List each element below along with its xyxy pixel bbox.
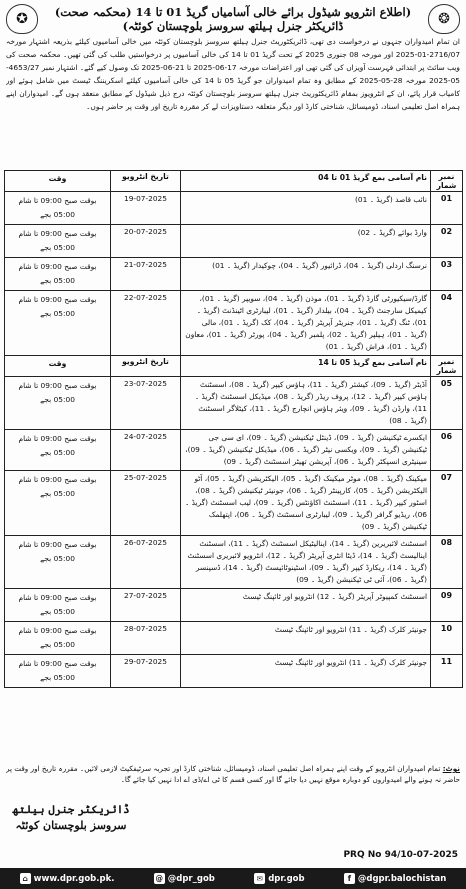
time-start: بوقت صبح 09:00 تا شام [18, 196, 97, 205]
table-row [5, 622, 463, 655]
time-start: بوقت صبح 09:00 تا شام [18, 381, 97, 390]
time-start: بوقت صبح 09:00 تا شام [18, 540, 97, 549]
table-row [5, 589, 463, 622]
row-post: اسسٹنٹ لائبریرین (گریڈ ۔ 14)، اینالیٹیکل اسسٹنٹ (گریڈ ۔ 11)، اسسٹنٹ اینالیسٹ (گریڈ ۔ 14)، ڈیٹا انٹری آپریٹر (گریڈ ۔ 12)، انٹرویو لائبریری اسسٹنٹ (گریڈ ۔ 14)، ریکارڈ کیپر (گریڈ ۔ 09)، اسٹینوٹائپسٹ (گریڈ ۔ 14)، ڈسپنسر (گریڈ ۔ 06)، آئی ٹی ٹیکنیشن (گریڈ ۔ 09) [181, 536, 431, 589]
signature-block [6, 802, 136, 834]
row-time [5, 258, 111, 291]
row-date: 22-07-2025 [111, 291, 181, 356]
page-title: (اطلاع انٹرویو شیڈول برائے خالی آسامیاں گریڈ 01 تا 14 (محکمہ صحت) ڈائریکٹر جنرل ہیلتھ سروسز بلوچستان کوئٹہ) [54, 5, 412, 33]
signature-line-2: سروسز بلوچستان کوئٹہ [15, 819, 127, 832]
table-row [5, 225, 463, 258]
note-paragraph [6, 763, 460, 797]
globe-icon: ⌂ [20, 873, 31, 884]
government-emblem-icon: ✪ [6, 4, 38, 34]
footer-email-text: dpr.gob [268, 873, 305, 884]
mail-icon: ✉ [254, 873, 265, 884]
facebook-icon: f [344, 873, 355, 884]
row-post: جونیئر کلرک (گریڈ ۔ 11) انٹرویو اور ٹائپنگ ٹیسٹ [181, 622, 431, 655]
row-date: 24-07-2025 [111, 430, 181, 471]
prq-number: PRQ No 94/10-07-2025 [343, 850, 458, 860]
time-start: بوقت صبح 09:00 تا شام [18, 659, 97, 668]
time-end: 05:00 بجے [40, 489, 75, 498]
row-serial: 09 [431, 589, 463, 622]
row-serial: 04 [431, 291, 463, 356]
signature-line-1: ڈائریکٹر جنرل ہیلتھ [12, 803, 130, 816]
footer-twitter[interactable] [154, 873, 215, 884]
time-end: 05:00 بجے [40, 640, 75, 649]
row-date: 23-07-2025 [111, 377, 181, 430]
time-start: بوقت صبح 09:00 تا شام [18, 626, 97, 635]
row-post: نرسنگ اردلی (گریڈ ۔ 04)، ڈرائیور (گریڈ ۔ 04)، چوکیدار (گریڈ ۔ 01) [181, 258, 431, 291]
table-header-row [5, 171, 463, 192]
row-date: 20-07-2025 [111, 225, 181, 258]
row-post: نائب قاصد (گریڈ ۔ 01) [181, 192, 431, 225]
row-date: 27-07-2025 [111, 589, 181, 622]
time-end: 05:00 بجے [40, 673, 75, 682]
time-start: بوقت صبح 09:00 تا شام [18, 229, 97, 238]
row-post: آڈیٹر (گریڈ ۔ 09)، کیشئر (گریڈ ۔ 11)، ہاؤس کیپر (گریڈ ۔ 08)، اسسٹنٹ ہاؤس کیپر (گریڈ ۔ 12)، پروف ریڈر (گریڈ ۔ 08)، میڈیکل اسسٹنٹ (گریڈ ۔ 11)، وارڈن (گریڈ ۔ 09)، ویئر ہاؤس انچارج (گریڈ ۔ 11)، کیٹلاگر اسسٹنٹ (گریڈ ۔ 08) [181, 377, 431, 430]
time-end: 05:00 بجے [40, 554, 75, 563]
row-serial: 03 [431, 258, 463, 291]
table-row [5, 471, 463, 536]
time-end: 05:00 بجے [40, 243, 75, 252]
row-time [5, 225, 111, 258]
row-serial: 07 [431, 471, 463, 536]
row-time [5, 471, 111, 536]
department-emblem-icon: ❂ [428, 4, 460, 34]
footer-facebook[interactable] [344, 873, 446, 884]
footer-website[interactable] [20, 873, 115, 884]
time-end: 05:00 بجے [40, 309, 75, 318]
time-start: بوقت صبح 09:00 تا شام [18, 295, 97, 304]
twitter-icon: @ [155, 874, 164, 883]
footer-bar [0, 868, 466, 889]
header-post: نام آسامی بمع گریڈ 01 تا 04 [181, 171, 431, 192]
row-date: 21-07-2025 [111, 258, 181, 291]
table-row [5, 291, 463, 356]
row-time [5, 377, 111, 430]
table-row [5, 430, 463, 471]
row-time [5, 430, 111, 471]
row-date: 28-07-2025 [111, 622, 181, 655]
row-post: جونیئر کلرک (گریڈ ۔ 11) انٹرویو اور ٹائپنگ ٹیسٹ [181, 655, 431, 688]
time-start: بوقت صبح 09:00 تا شام [18, 475, 97, 484]
row-serial: 05 [431, 377, 463, 430]
row-post: وارڈ بوائے (گریڈ ۔ 02) [181, 225, 431, 258]
time-end: 05:00 بجے [40, 276, 75, 285]
row-time [5, 192, 111, 225]
row-serial: 01 [431, 192, 463, 225]
subheader-post: نام آسامی بمع گریڈ 05 تا 14 [181, 356, 431, 377]
row-time [5, 655, 111, 688]
table-row [5, 377, 463, 430]
time-end: 05:00 بجے [40, 607, 75, 616]
row-date: 26-07-2025 [111, 536, 181, 589]
header [6, 4, 460, 34]
footer-facebook-text: @dgpr.balochistan [357, 873, 447, 884]
row-post: میکینک (گریڈ ۔ 08)، موٹر میکینک (گریڈ ۔ 05)، الیکٹریشن (گریڈ ۔ 05)، آٹو الیکٹریشن (گریڈ ۔ 05)، کارپینٹر (گریڈ ۔ 06)، جونیئر ٹیکنیشن (گریڈ ۔ 08)، اسٹور کیپر (گریڈ ۔ 11)، اسسٹنٹ اکاؤنٹس (گریڈ ۔ 09)، لیب اسسٹنٹ (گریڈ ۔ 06)، ریڈیو گرافر (گریڈ ۔ 09)، لیبارٹری اسسٹنٹ (گریڈ ۔ 06)، اپتھلمک ٹیکنیشن (گریڈ ۔ 09) [181, 471, 431, 536]
subheader-date: تاریخ انٹرویو [111, 356, 181, 377]
row-date: 19-07-2025 [111, 192, 181, 225]
note-text: تمام امیدواران انٹرویو کے وقت اپنے ہمراہ اصل تعلیمی اسناد، ڈومیسائل، شناختی کارڈ اور تجربہ سرٹیفکیٹ لازمی لائیں۔ مقررہ تاریخ اور وقت پر حاضر نہ ہونے والے امیدواروں کو دوبارہ موقع نہیں دیا جائے گا اور کسی قسم کا ٹی اے/ڈی اے ادا نہیں کیا جائے گا۔ [6, 764, 460, 784]
time-start: بوقت صبح 09:00 تا شام [18, 434, 97, 443]
subheader-serial: نمبر شمار [431, 356, 463, 377]
table-row [5, 258, 463, 291]
interview-schedule-table [4, 170, 463, 688]
row-date: 25-07-2025 [111, 471, 181, 536]
time-end: 05:00 بجے [40, 395, 75, 404]
footer-twitter-text: @dpr_gob [167, 873, 215, 884]
row-time [5, 622, 111, 655]
row-time [5, 589, 111, 622]
header-time: وقت [5, 171, 111, 192]
footer-website-text: www.dpr.gob.pk. [33, 873, 115, 884]
row-serial: 06 [431, 430, 463, 471]
intro-paragraph: ان تمام امیدواران جنہوں نے درخواست دی تھی، ڈائریکٹوریٹ جنرل ہیلتھ سروسز بلوچستان کوئٹہ میں خالی آسامیوں کیلئے بذریعہ اشتہار مورخہ 2716/07-01-2025 اور مورخہ 08 جنوری 2025 کے تحت گریڈ 01 تا 14 کی خالی آسامیوں پر درخواستیں طلب کی گئی تھیں۔ محکمہ صحت کی ویب سائٹ پر ابتدائی فہرست آویزاں کی گئی تھی اور اعتراضات مورخہ 17-06-2025 تا 21-06-2025 تک وصول کیے گئے۔ اشتہار نمبر 4653/27-05-2025 مورخہ 28-05-2025 کے مطابق وہ تمام امیدواران جو گریڈ 05 تا 14 کی خالی آسامیوں کیلئے اسکریننگ ٹیسٹ میں شامل ہوئے اور کامیاب قرار پائے، ان کے انٹرویوز بمقام ڈائریکٹوریٹ جنرل ہیلتھ سروسز بلوچستان کوئٹہ درج ذیل شیڈول کے مطابق منعقد ہوں گے۔ امیدواران اپنے ہمراہ اصل تعلیمی اسناد، ڈومیسائل، شناختی کارڈ اور دیگر متعلقہ دستاویزات لے کر مقررہ تاریخ اور وقت پر حاضر ہوں۔ [6, 37, 460, 111]
row-time [5, 536, 111, 589]
row-serial: 02 [431, 225, 463, 258]
time-end: 05:00 بجے [40, 210, 75, 219]
row-post: ایکسرے ٹیکنیشن (گریڈ ۔ 09)، ڈینٹل ٹیکنیشن (گریڈ ۔ 09)، ای سی جی ٹیکنیشن (گریڈ ۔ 09)، ویکسی نیٹر (گریڈ ۔ 06)، میڈیکل ٹیکنیشن (گریڈ ۔ 09)، سینیٹری انسپکٹر (گریڈ ۔ 06)، آپریشن تھیٹر اسسٹنٹ (گریڈ ۔ 09) [181, 430, 431, 471]
table-subheader-row [5, 356, 463, 377]
header-serial: نمبر شمار [431, 171, 463, 192]
time-end: 05:00 بجے [40, 448, 75, 457]
row-serial: 11 [431, 655, 463, 688]
row-post: اسسٹنٹ کمپیوٹر آپریٹر (گریڈ ۔ 12) انٹرویو اور ٹائپنگ ٹیسٹ [181, 589, 431, 622]
header-date: تاریخ انٹرویو [111, 171, 181, 192]
table-row [5, 655, 463, 688]
row-serial: 10 [431, 622, 463, 655]
note-label: نوٹ: [442, 764, 460, 773]
time-start: بوقت صبح 09:00 تا شام [18, 593, 97, 602]
footer-email[interactable] [254, 873, 304, 884]
subheader-time: وقت [5, 356, 111, 377]
row-serial: 08 [431, 536, 463, 589]
table-row [5, 536, 463, 589]
row-post: گارڈ/سیکیورٹی گارڈ (گریڈ ۔ 01)، موذن (گریڈ ۔ 04)، سویپر (گریڈ ۔ 01)، کیمیکل سارجنٹ (گریڈ ۔ 04)، بیلدار (گریڈ ۔ 01)، لیبارٹری اٹینڈنٹ (گریڈ ۔ 01)، ٹنگ (گریڈ ۔ 01)، جنریٹر آپریٹر (گریڈ ۔ 04)، کک (گریڈ ۔ 01)، مالی (گریڈ ۔ 01)، ہیلپر (گریڈ ۔ 02)، پلمبر (گریڈ ۔ 04)، پورٹر (گریڈ ۔ 01)، معاون (گریڈ ۔ 01)، فراش (گریڈ ۔ 01) [181, 291, 431, 356]
row-time [5, 291, 111, 356]
time-start: بوقت صبح 09:00 تا شام [18, 262, 97, 271]
table-row [5, 192, 463, 225]
row-date: 29-07-2025 [111, 655, 181, 688]
